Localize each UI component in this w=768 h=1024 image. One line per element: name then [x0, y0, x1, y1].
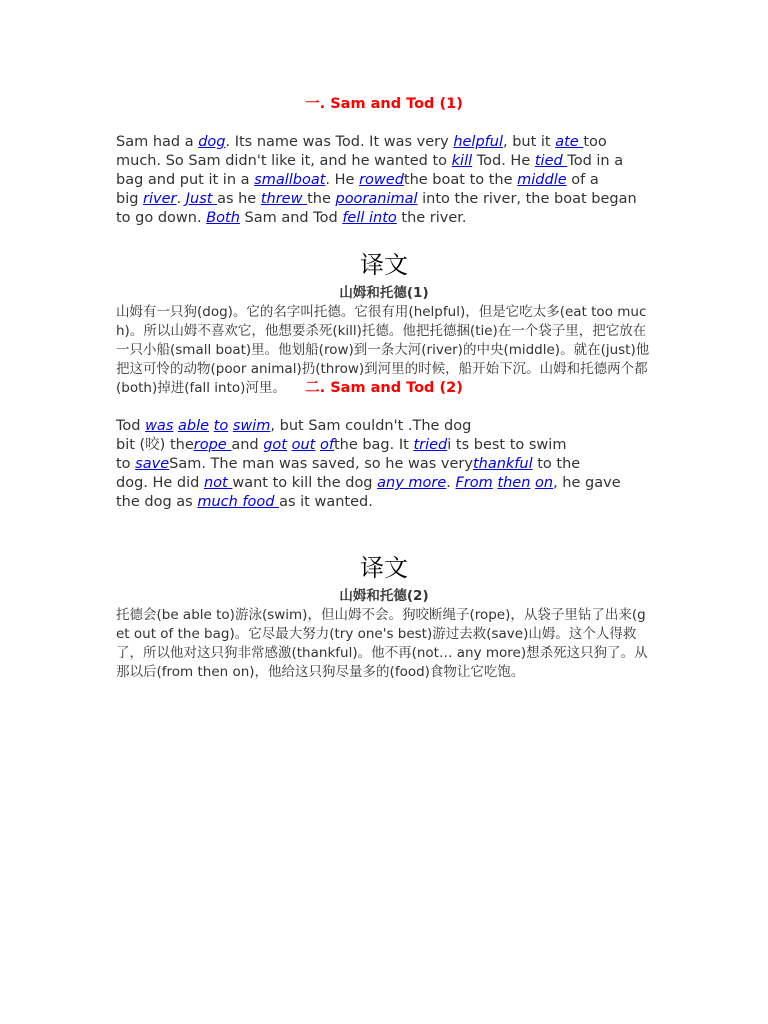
story-text: too — [583, 134, 607, 150]
story-text: . — [446, 475, 456, 491]
story1-line — [116, 190, 652, 209]
story-text: want to kill the dog — [232, 475, 378, 491]
story-text: the boat to the — [403, 172, 518, 188]
keyword-link[interactable]: was — [145, 418, 174, 434]
story-text: Tod. He — [472, 153, 535, 169]
story-text: i ts best to swim — [447, 437, 567, 453]
story-text: to go down. — [116, 210, 207, 226]
keyword-link[interactable]: ate — [555, 134, 584, 150]
story1-line — [116, 209, 652, 228]
section2-title: 二. Sam and Tod (2) — [305, 380, 463, 396]
story-text: and — [231, 437, 264, 453]
keyword-link[interactable]: thankful — [472, 456, 533, 472]
story-text: Tod in a — [567, 153, 624, 169]
story-text: the — [307, 191, 336, 207]
story-text: of a — [566, 172, 599, 188]
story2-line — [116, 474, 652, 493]
translation1-heading: 译文 — [360, 251, 408, 279]
story-text: , but Sam couldn't .The dog — [270, 418, 472, 434]
translation2-subheading: 山姆和托德(2) — [339, 588, 429, 604]
story-text: to the — [532, 456, 581, 472]
story1-line — [116, 152, 652, 171]
translation1-subheading: 山姆和托德(1) — [339, 285, 429, 301]
story-text: bit (咬) the — [116, 437, 194, 453]
keyword-link[interactable]: able — [178, 418, 210, 434]
story-paragraph-2 — [116, 417, 652, 512]
story2-line — [116, 455, 652, 474]
keyword-link[interactable]: much food — [197, 494, 280, 510]
keyword-link[interactable]: then — [497, 475, 531, 491]
keyword-link[interactable]: helpful — [453, 134, 503, 150]
keyword-link[interactable]: tied — [534, 153, 568, 169]
keyword-link[interactable]: got — [263, 437, 287, 453]
story-text: much. So Sam didn't like it, and he wanted to — [116, 153, 452, 169]
keyword-link[interactable]: rope — [193, 437, 232, 453]
story2-line — [116, 436, 652, 455]
keyword-link[interactable]: not — [203, 475, 233, 491]
keyword-link[interactable]: smallboat — [254, 172, 326, 188]
keyword-link[interactable]: swim — [232, 418, 271, 434]
keyword-link[interactable]: From — [455, 475, 493, 491]
story-text: . He — [325, 172, 360, 188]
story2-line — [116, 417, 652, 436]
story-text: , but it — [502, 134, 556, 150]
story-text: . Its name was Tod. It was very — [225, 134, 454, 150]
story-text: , he gave — [553, 475, 621, 491]
translation2-heading: 译文 — [360, 554, 408, 582]
story-text: into the river, the boat began — [417, 191, 637, 207]
keyword-link[interactable]: river — [143, 191, 177, 207]
translation2-text: 托德会(be able to)游泳(swim)，但山姆不会。狗咬断绳子(rope)，从袋子里钻了出来(get out of the bag)。它尽最大努力(try one's best)游过去救(save)山姆。这个人得救了，所以他对这只狗非常感激(thankful)。他不再(not… any more)想杀死这只狗了。从那以后(from then on)，他给这只狗尽量多的(food)食物让它吃饱。 — [116, 607, 648, 680]
keyword-link[interactable]: out — [291, 437, 316, 453]
keyword-link[interactable]: dog — [198, 134, 226, 150]
keyword-link[interactable]: pooranimal — [335, 191, 418, 207]
keyword-link[interactable]: fell into — [342, 210, 397, 226]
story-text: Sam and Tod — [239, 210, 343, 226]
translation1-text: 山姆有一只狗(dog)。它的名字叫托德。它很有用(helpful)，但是它吃太多(eat too much)。所以山姆不喜欢它，他想要杀死(kill)托德。他把托德捆(tie)在一个袋子里，把它放在一只小船(small boat)里。他划船(row)到一条大河(river)的中央(middle)。就在(just)他把这可怜的动物(poor animal)扔(throw)到河里的时候，船开始下沉。山姆和托德两个都(both)掉进(fall into)河里。 — [116, 304, 650, 396]
story-text: dog. He did — [116, 475, 204, 491]
keyword-link[interactable]: Just — [185, 191, 218, 207]
story-text: Tod — [116, 418, 146, 434]
story-text: as he — [217, 191, 261, 207]
story-text: to — [116, 456, 136, 472]
story-text: the river. — [396, 210, 467, 226]
story-text: as it wanted. — [279, 494, 373, 510]
story2-line — [116, 493, 652, 512]
keyword-link[interactable]: save — [135, 456, 170, 472]
keyword-link[interactable]: Both — [206, 210, 240, 226]
keyword-link[interactable]: any more — [377, 475, 447, 491]
keyword-link[interactable]: rowed — [359, 172, 404, 188]
story-text: Sam had a — [116, 134, 199, 150]
story1-line — [116, 133, 652, 152]
story-text: the dog as — [116, 494, 198, 510]
story-text: bag and put it in a — [116, 172, 255, 188]
story-text: . — [176, 191, 186, 207]
section1-title: 一. Sam and Tod (1) — [305, 96, 463, 112]
keyword-link[interactable]: middle — [517, 172, 567, 188]
keyword-link[interactable]: to — [213, 418, 229, 434]
keyword-link[interactable]: on — [535, 475, 554, 491]
keyword-link[interactable]: threw — [260, 191, 308, 207]
keyword-link[interactable]: tried — [413, 437, 448, 453]
story-paragraph-1 — [116, 133, 652, 228]
story-text: Sam. The man was saved, so he was very — [169, 456, 473, 472]
story-text: the bag. It — [333, 437, 414, 453]
story1-line — [116, 171, 652, 190]
story-text: big — [116, 191, 144, 207]
keyword-link[interactable]: of — [319, 437, 334, 453]
keyword-link[interactable]: kill — [451, 153, 473, 169]
